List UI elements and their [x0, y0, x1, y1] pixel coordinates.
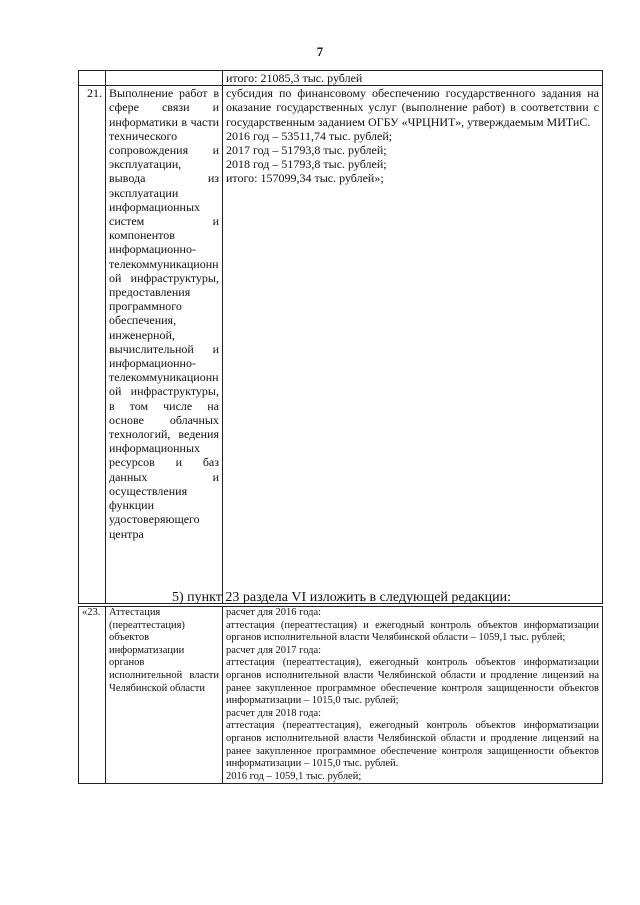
funding-2016: 2016 год – 1059,1 тыс. рублей; — [226, 770, 362, 782]
attestation-table — [78, 606, 603, 784]
funding-description-cell — [223, 607, 603, 784]
funding-2017: 2017 год – 51793,8 тыс. рублей; — [226, 143, 387, 158]
service-name-cell: Аттестация (переаттестация) объектов информатизации органов исполнительной власти Челябинской области — [106, 607, 223, 784]
calc-2017-text: аттестация (переаттестация), ежегодный контроль объектов информатизации органов исполнительной власти Челябинской области и продление лицензий на ранее закупленное программное обеспечение контроля защищенности объектов информатизации – 1015,0 тыс. рублей; — [226, 657, 599, 707]
row-number-cell: 21. — [79, 86, 106, 604]
calc-2018-label: расчет для 2018 года: — [226, 707, 322, 719]
funding-total: итого: 157099,34 тыс. рублей»; — [226, 171, 384, 186]
funding-2016: 2016 год – 53511,74 тыс. рублей; — [226, 128, 393, 143]
table-row — [79, 86, 603, 604]
subsidy-description: субсидия по финансовому обеспечению государственного задания на оказание государственных услуг (выполнение работ) в соответствии с государственным заданием ОГБУ «ЧРЦНИТ», утверждаемым МИТиС. — [226, 86, 599, 129]
section-heading: 5) пункт 23 раздела VI изложить в следующей редакции: — [172, 590, 511, 605]
table-row — [79, 607, 603, 784]
calc-2017-label: расчет для 2017 года: — [226, 644, 322, 656]
funding-2018: 2018 год – 51793,8 тыс. рублей; — [226, 157, 387, 172]
calc-2016-label: расчет для 2016 года: — [226, 607, 322, 618]
calc-2018-text: аттестация (переаттестация), ежегодный контроль объектов информатизации органов исполнительной власти Челябинской области и продление лицензий на ранее закупленное программное обеспечение контроля защищенности объектов информатизации – 1015,0 тыс. рублей. — [226, 720, 599, 770]
row-number-cell: «23. — [79, 607, 106, 784]
funding-total-cell: итого: 21085,3 тыс. рублей — [223, 71, 603, 86]
funding-description-cell — [223, 86, 603, 604]
table-row — [79, 71, 603, 86]
service-name-cell — [106, 71, 223, 86]
calc-2016-text: аттестация (переаттестация) и ежегодный контроль объектов информатизации органов исполнительной власти Челябинской области – 1059,1 тыс. рублей; — [226, 619, 599, 644]
services-table — [78, 70, 603, 604]
row-number-cell — [79, 71, 106, 86]
service-name-cell: Выполнение работ в сфере связи и информатики в части технического сопровождения и эксплуатации, вывода из эксплуатации информационных систем и компонентов информационно-телекоммуникационной инфраструктуры, предоставления программного обеспечения, инженерной, вычислительной и информационно-телекоммуникационной инфраструктуры, в том числе на основе облачных технологий, ведения информационных ресурсов и баз данных и осуществления функции удостоверяющего центра — [106, 86, 223, 604]
page-number: 7 — [316, 44, 324, 59]
